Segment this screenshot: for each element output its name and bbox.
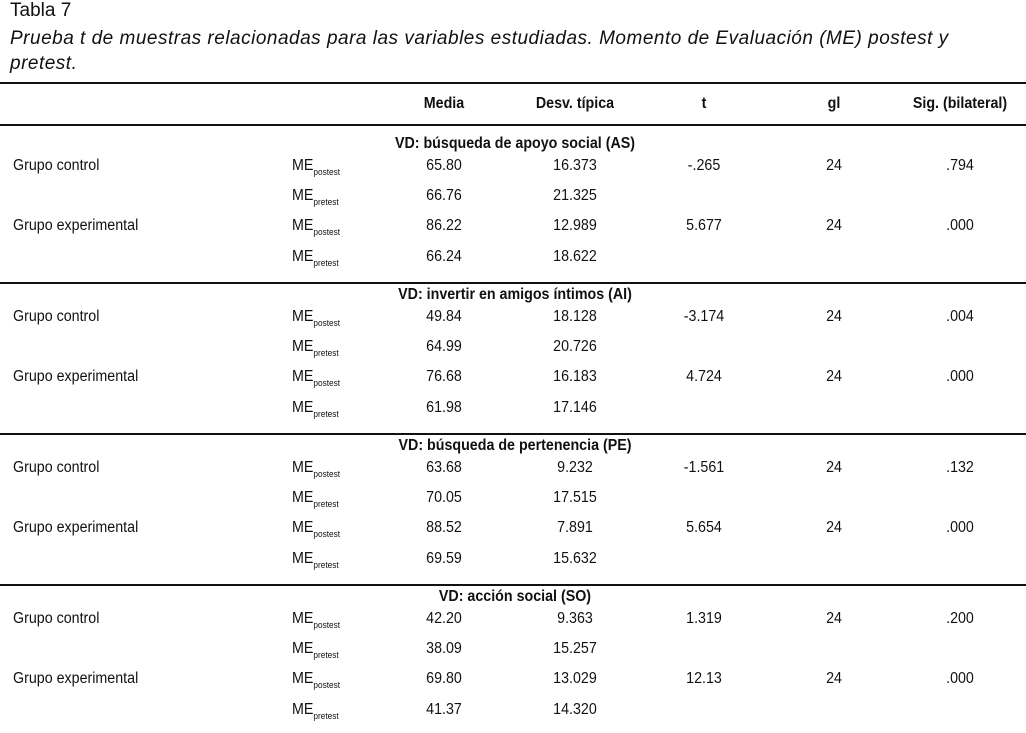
- desv-pretest: 17.515: [553, 489, 597, 507]
- media-postest: 88.52: [426, 519, 462, 537]
- me-prefix: ME: [292, 157, 314, 174]
- desv-pretest: 17.146: [553, 398, 597, 416]
- sig-value: .794: [946, 157, 974, 174]
- header-sig: Sig. (bilateral): [912, 95, 1008, 112]
- me-subscript: pretest: [313, 197, 339, 208]
- media-pretest: 66.24: [426, 247, 462, 265]
- me-prefix: ME: [292, 398, 314, 416]
- me-subscript: pretest: [313, 499, 339, 510]
- media-postest: 76.68: [426, 368, 462, 386]
- header-rule: [0, 124, 1026, 126]
- media-postest: 69.80: [426, 670, 462, 688]
- media-pretest: 41.37: [426, 700, 462, 718]
- me-subscript: pretest: [313, 408, 339, 419]
- me-postest-label: [292, 669, 340, 695]
- t-value: -3.174: [683, 308, 725, 325]
- desv-postest: 16.183: [553, 368, 597, 386]
- desv-postest: 9.232: [557, 459, 593, 476]
- me-prefix: ME: [292, 549, 314, 567]
- me-prefix: ME: [292, 217, 314, 235]
- desv-pretest: 20.726: [553, 338, 597, 356]
- media-postest: 63.68: [426, 459, 462, 476]
- media-postest: 49.84: [426, 308, 462, 325]
- me-postest-label: [292, 609, 340, 635]
- t-value: -1.561: [683, 459, 725, 476]
- media-postest: 86.22: [426, 217, 462, 235]
- table-label: Tabla 7: [10, 0, 72, 21]
- sig-value: .000: [946, 519, 974, 537]
- group-name: Grupo control: [13, 610, 100, 627]
- group-name: Grupo experimental: [13, 670, 139, 688]
- section-rule: [0, 433, 1026, 435]
- gl-value: 24: [826, 670, 842, 688]
- me-subscript: pretest: [313, 257, 339, 268]
- table-caption: Prueba t de muestras relacionadas para las variables estudiadas. Momento de Evaluación (ME) postest y pretest.: [10, 28, 949, 74]
- gl-value: 24: [826, 217, 842, 235]
- group-name: Grupo experimental: [13, 368, 139, 386]
- me-pretest-label: [292, 700, 339, 726]
- group-name: Grupo experimental: [13, 217, 139, 235]
- desv-postest: 13.029: [553, 670, 597, 688]
- sig-value: .004: [946, 308, 974, 325]
- media-pretest: 69.59: [426, 549, 462, 567]
- desv-pretest: 21.325: [553, 187, 597, 205]
- t-value: 1.319: [686, 610, 722, 627]
- section-title: VD: búsqueda de pertenencia (PE): [398, 437, 632, 454]
- me-prefix: ME: [292, 519, 314, 537]
- sig-value: .000: [946, 670, 974, 688]
- me-prefix: ME: [292, 368, 314, 386]
- me-pretest-label: [292, 398, 339, 424]
- group-name: Grupo control: [13, 308, 100, 325]
- sig-value: .000: [946, 368, 974, 386]
- me-prefix: ME: [292, 670, 314, 688]
- media-pretest: 64.99: [426, 338, 462, 356]
- me-prefix: ME: [292, 187, 314, 205]
- me-postest-label: [292, 458, 340, 484]
- sig-value: .132: [946, 459, 974, 476]
- media-pretest: 61.98: [426, 398, 462, 416]
- desv-postest: 12.989: [553, 217, 597, 235]
- media-pretest: 66.76: [426, 187, 462, 205]
- me-prefix: ME: [292, 308, 314, 325]
- me-subscript: postest: [313, 529, 341, 540]
- me-postest-label: [292, 307, 340, 333]
- section-rule: [0, 282, 1026, 284]
- gl-value: 24: [826, 610, 842, 627]
- me-subscript: postest: [313, 620, 341, 630]
- sig-value: .000: [946, 217, 974, 235]
- section-title: VD: búsqueda de apoyo social (AS): [394, 135, 636, 152]
- gl-value: 24: [826, 519, 842, 537]
- me-postest-label: [292, 156, 340, 182]
- desv-postest: 7.891: [557, 519, 593, 537]
- gl-value: 24: [826, 157, 842, 174]
- media-pretest: 38.09: [426, 640, 462, 658]
- me-subscript: postest: [313, 167, 341, 177]
- me-prefix: ME: [292, 247, 314, 265]
- me-subscript: postest: [313, 227, 341, 238]
- me-subscript: pretest: [313, 348, 339, 359]
- desv-pretest: 14.320: [553, 700, 597, 718]
- me-postest-label: [292, 518, 340, 544]
- gl-value: 24: [826, 459, 842, 476]
- header-media: Media: [423, 95, 465, 112]
- me-subscript: pretest: [313, 710, 339, 721]
- me-subscript: postest: [313, 378, 341, 389]
- section-rule: [0, 584, 1026, 586]
- top-rule: [0, 82, 1026, 84]
- desv-postest: 9.363: [557, 610, 593, 627]
- desv-pretest: 18.622: [553, 247, 597, 265]
- gl-value: 24: [826, 368, 842, 386]
- group-name: Grupo experimental: [13, 519, 139, 537]
- header-gl: gl: [827, 95, 841, 112]
- t-value: -.265: [687, 157, 721, 174]
- desv-pretest: 15.257: [553, 640, 597, 658]
- me-pretest-label: [292, 247, 339, 273]
- me-pretest-label: [292, 639, 339, 665]
- me-subscript: pretest: [313, 650, 339, 661]
- sig-value: .200: [946, 610, 974, 627]
- group-name: Grupo control: [13, 459, 100, 476]
- media-postest: 42.20: [426, 610, 462, 627]
- me-subscript: postest: [313, 469, 341, 479]
- me-pretest-label: [292, 337, 339, 363]
- t-value: 4.724: [686, 368, 722, 386]
- me-prefix: ME: [292, 610, 314, 627]
- me-subscript: postest: [313, 318, 341, 328]
- t-value: 5.654: [686, 519, 722, 537]
- desv-postest: 18.128: [553, 308, 597, 325]
- me-prefix: ME: [292, 640, 314, 658]
- header-t: t: [701, 95, 707, 112]
- gl-value: 24: [826, 308, 842, 325]
- me-prefix: ME: [292, 338, 314, 356]
- t-value: 12.13: [686, 670, 722, 688]
- me-prefix: ME: [292, 459, 314, 476]
- me-postest-label: [292, 216, 340, 242]
- me-postest-label: [292, 367, 340, 393]
- me-prefix: ME: [292, 700, 314, 718]
- desv-pretest: 15.632: [553, 549, 597, 567]
- me-pretest-label: [292, 488, 339, 514]
- me-pretest-label: [292, 186, 339, 212]
- media-postest: 65.80: [426, 157, 462, 174]
- me-subscript: postest: [313, 680, 341, 691]
- header-desv: Desv. típica: [535, 95, 615, 112]
- media-pretest: 70.05: [426, 489, 462, 507]
- group-name: Grupo control: [13, 157, 100, 174]
- me-prefix: ME: [292, 489, 314, 507]
- section-title: VD: acción social (SO): [438, 588, 592, 605]
- section-title: VD: invertir en amigos íntimos (AI): [398, 286, 632, 303]
- me-subscript: pretest: [313, 559, 339, 570]
- desv-postest: 16.373: [553, 157, 597, 174]
- me-pretest-label: [292, 549, 339, 575]
- t-value: 5.677: [686, 217, 722, 235]
